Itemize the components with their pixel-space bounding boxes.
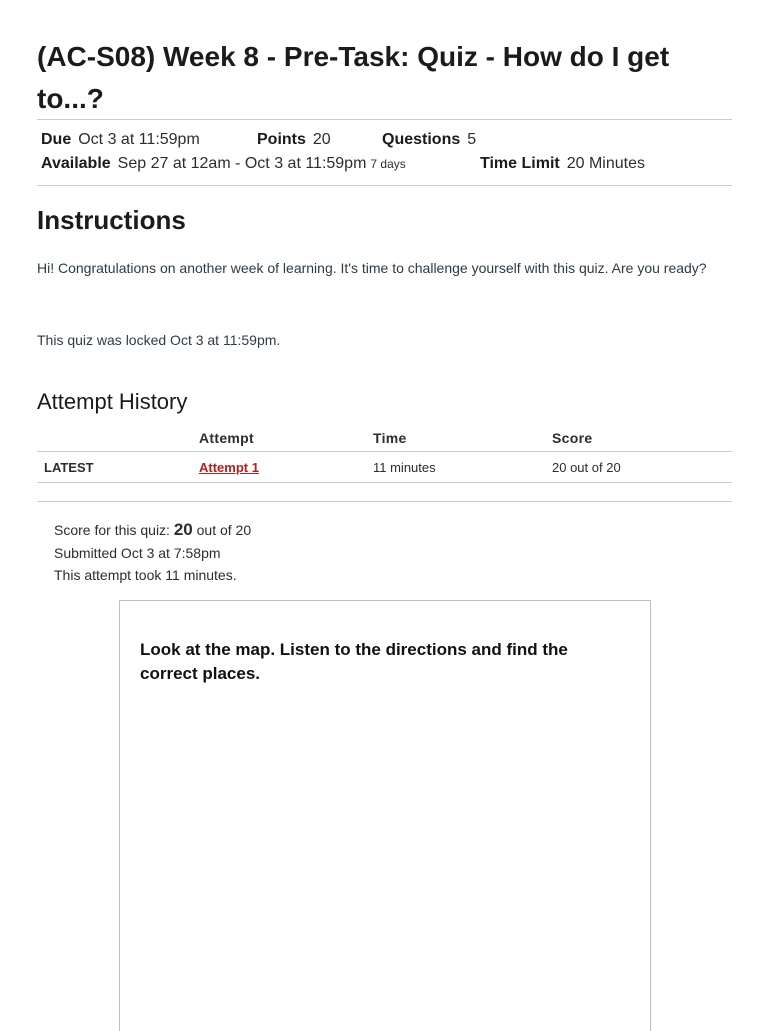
attempt-duration: This attempt took 11 minutes. — [54, 567, 237, 583]
page-title: (AC-S08) Week 8 - Pre-Task: Quiz - How do I get to...? — [37, 41, 670, 114]
table-row — [37, 452, 732, 483]
points-detail — [257, 130, 331, 150]
divider — [37, 119, 732, 120]
available-label: Available — [41, 155, 111, 172]
points-value: 20 — [312, 131, 331, 148]
questions-value: 5 — [467, 131, 477, 148]
latest-label: LATEST — [37, 452, 199, 483]
time-limit-label: Time Limit — [480, 155, 560, 172]
available-days: 7 days — [370, 157, 406, 171]
instructions-heading: Instructions — [37, 205, 186, 235]
attempt-cell — [199, 452, 373, 483]
table-header-row — [37, 425, 732, 452]
question-text: Look at the map. Listen to the directions and find the correct places. — [140, 640, 568, 683]
available-detail — [41, 154, 406, 174]
attempt-history-table — [37, 425, 732, 483]
due-detail — [41, 130, 200, 150]
time-limit-detail — [480, 154, 645, 174]
score-suffix: out of 20 — [196, 522, 252, 538]
column-header-time: Time — [373, 430, 407, 446]
time-limit-value: 20 Minutes — [566, 155, 645, 172]
due-value: Oct 3 at 11:59pm — [78, 131, 200, 148]
attempt-history-heading: Attempt History — [37, 389, 188, 414]
available-value: Sep 27 at 12am - Oct 3 at 11:59pm — [117, 155, 367, 172]
score-value: 20 — [173, 520, 193, 539]
time-cell: 11 minutes — [373, 452, 552, 483]
submitted-time: Submitted Oct 3 at 7:58pm — [54, 544, 221, 561]
divider — [37, 501, 732, 502]
questions-detail — [382, 130, 476, 150]
divider — [37, 185, 732, 186]
column-header-blank — [37, 425, 199, 452]
score-cell: 20 out of 20 — [552, 452, 732, 483]
instructions-text: Hi! Congratulations on another week of learning. It's time to challenge yourself with this quiz. Are you ready? — [37, 260, 707, 276]
score-line — [54, 519, 251, 542]
locked-notice: This quiz was locked Oct 3 at 11:59pm. — [37, 332, 281, 348]
score-summary — [54, 519, 251, 587]
column-header-score: Score — [552, 430, 593, 446]
points-label: Points — [257, 131, 306, 148]
score-prefix: Score for this quiz: — [54, 522, 170, 538]
column-header-attempt: Attempt — [199, 430, 254, 446]
attempt-1-link[interactable]: Attempt 1 — [199, 459, 259, 475]
due-label: Due — [41, 131, 72, 148]
questions-label: Questions — [382, 131, 461, 148]
question-box — [119, 600, 651, 1031]
